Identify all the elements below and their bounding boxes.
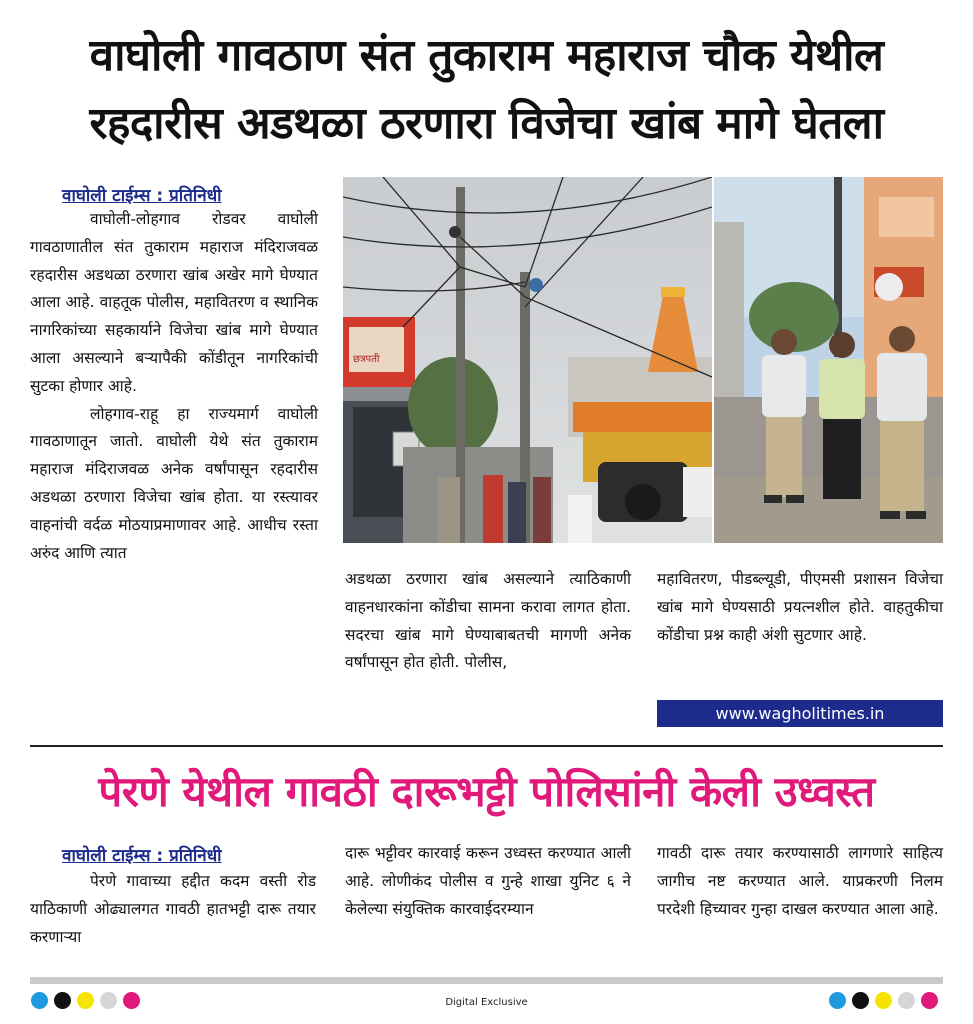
story1-headline-line1: वाघोली गावठाण संत तुकाराम महाराज चौक येथील (89, 30, 884, 81)
story2-column-1 (30, 868, 316, 951)
story2-column-3-text: गावठी दारू तयार करण्यासाठी लागणारे साहित्य जागीच नष्ट करण्यात आले. याप्रकरणी निलम परदेशी हिच्यावर गुन्हा दाखल करण्यात आला आहे. (657, 844, 943, 918)
story2-headline: पेरणे येथील गावठी दारूभट्टी पोलिसांनी केली उध्वस्त (98, 767, 875, 816)
story1-headline-line2: रहदारीस अडथळा ठरणारा विजेचा खांब मागे घेतला (89, 98, 884, 149)
story1-column-3-text: महावितरण, पीडब्ल्यूडी, पीएमसी प्रशासन विजेचा खांब मागे घेण्यसाठी प्रयत्नशील होते. वाहतुकीचा कोंडीचा प्रश्न काही अंशी सुटणार आहे. (657, 570, 943, 644)
story1-column-2-text: अडथळा ठरणारा खांब असल्याने त्याठिकाणी वाहनधारकांना कोंडीचा सामना करावा लागत होता. सदरचा खांब मागे घेण्याबाबतची मागणी अनेक वर्षांपासून होत होती. पोलीस, (345, 570, 631, 672)
story2-column-2-text: दारू भट्टीवर कारवाई करून उध्वस्त करण्यात आली आहे. लोणीकंद पोलीस व गुन्हे शाखा युनिट ६ ने केलेल्या संयुक्तिक कारवाईदरम्यान (345, 844, 631, 918)
grey-dot (898, 992, 915, 1009)
footer-bar (30, 977, 943, 984)
story1-column-1 (30, 206, 318, 567)
story1-paragraph-1: वाघोली-लोहगाव रोडवर वाघोली गावठाणातील संत तुकाराम महाराज मंदिराजवळ रहदारीस अडथळा ठरणारा खांब अखेर मागे घेण्यात आला आहे. वाहतूक पोलीस, महावितरण व स्थानिक नागरिकांच्या सहकार्याने विजेचा खांब मागे घेण्यात आला असल्याने बऱ्यापैकी कोंडीतून नागरिकांची सुटका होणार आहे. (30, 210, 318, 395)
story1-column-2 (345, 566, 631, 677)
story2-byline: वाघोली टाईम्स : प्रतिनिधी (62, 846, 222, 866)
story2-column-3 (657, 840, 943, 923)
footer-label: Digital Exclusive (445, 997, 528, 1008)
photo-electric-pole (343, 177, 712, 543)
registration-dots-right (829, 992, 938, 1009)
black-dot (852, 992, 869, 1009)
story1-byline: वाघोली टाईम्स : प्रतिनिधी (62, 186, 222, 206)
magenta-dot (921, 992, 938, 1009)
shop-sign-text: छत्रपती (353, 354, 380, 365)
photo-officials (714, 177, 943, 543)
story2-column-1-text: पेरणे गावाच्या हद्दीत कदम वस्ती रोड याठिकाणी ओढ्यालगत गावठी हातभट्टी दारू तयार करणाऱ्या (30, 872, 316, 946)
yellow-dot (875, 992, 892, 1009)
story1-paragraph-2: लोहगाव-राहू हा राज्यमार्ग वाघोली गावठाणातून जातो. वाघोली येथे संत तुकाराम महाराज मंदिराजवळ अनेक वर्षांपासून रहदारीस अडथळा ठरणारा विजेचा खांब होता. या रस्त्यावर वाहनांची वर्दळ मोठयाप्रमाणावर आहे. आधीच रस्ता अरुंद आणि त्यात (30, 404, 318, 562)
cyan-dot (829, 992, 846, 1009)
website-banner: www.wagholitimes.in (657, 700, 943, 727)
story2-column-2 (345, 840, 631, 923)
story1-column-3 (657, 566, 943, 649)
story-separator (30, 745, 943, 747)
